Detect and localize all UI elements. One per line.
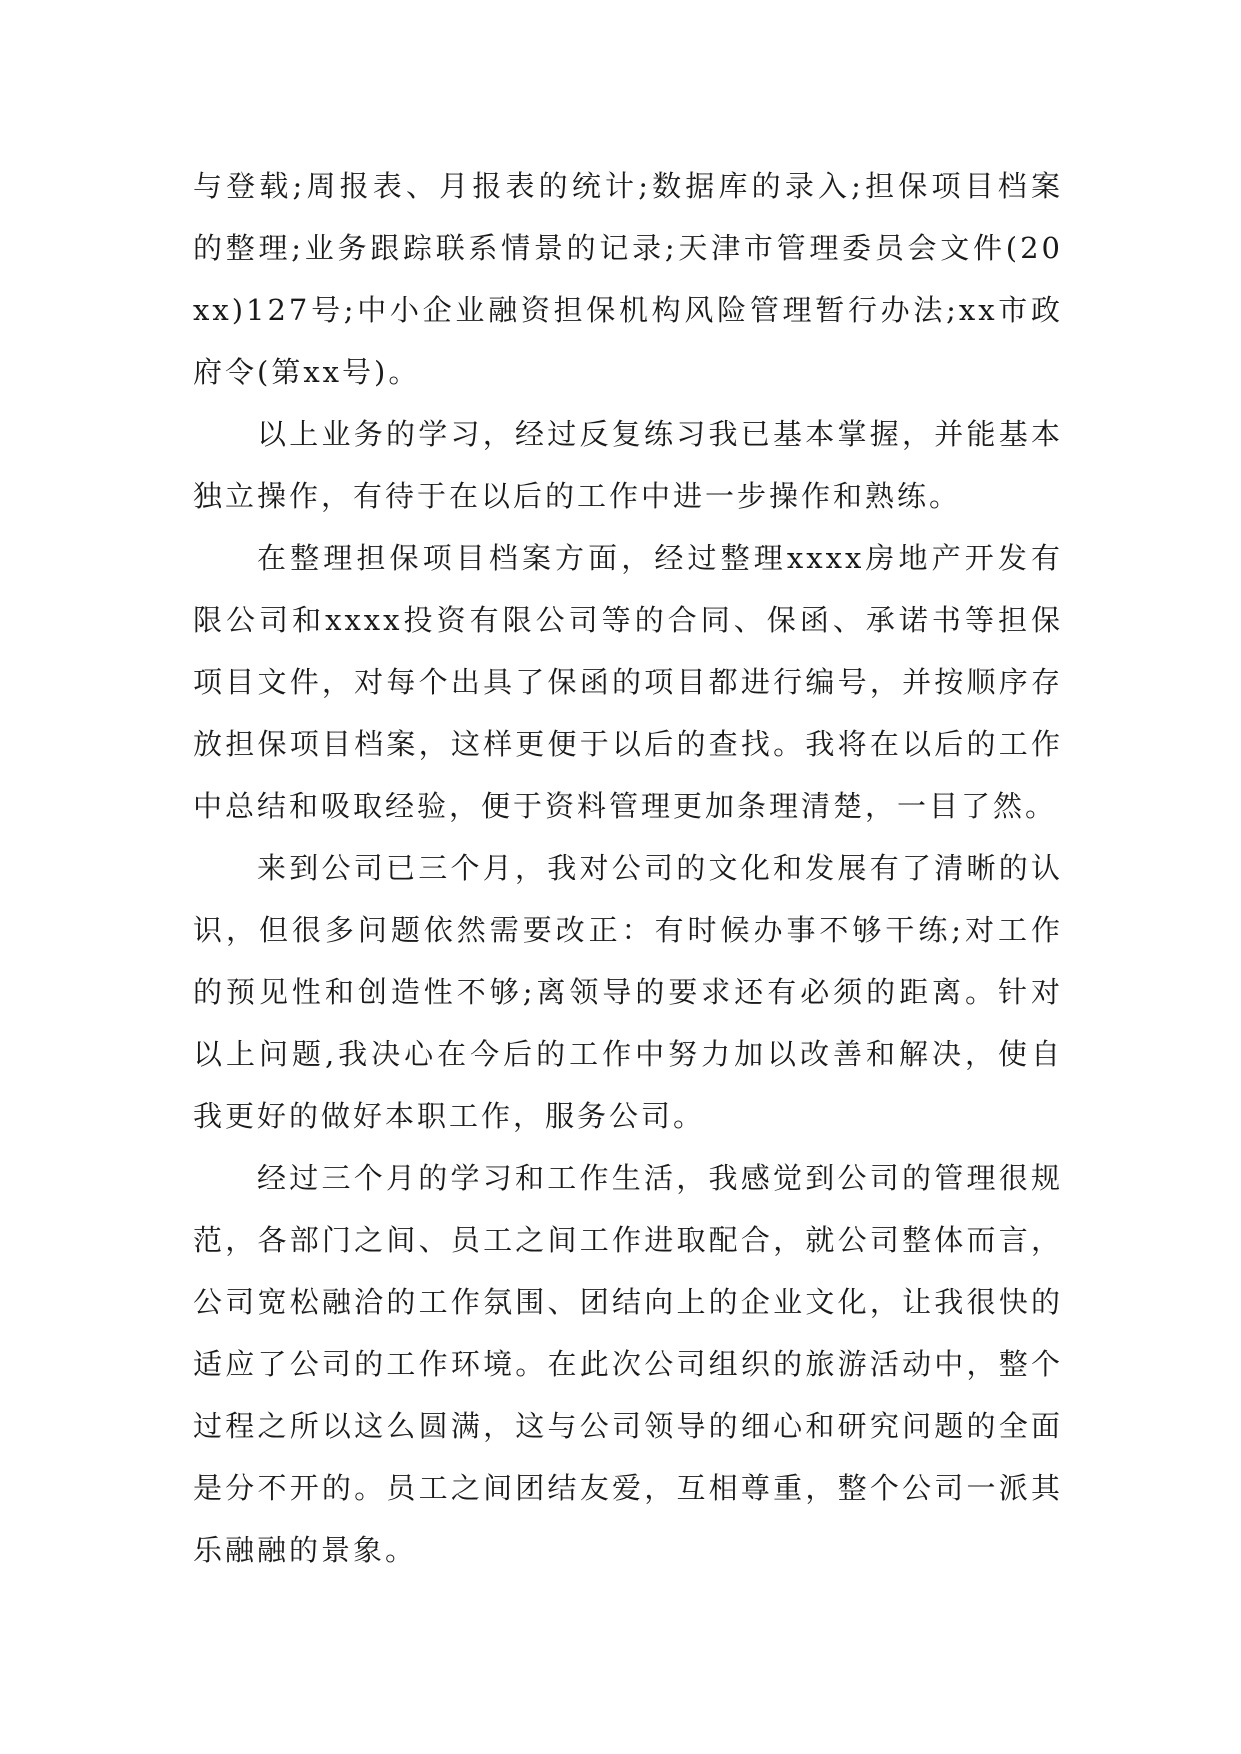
paragraph-4: 来到公司已三个月，我对公司的文化和发展有了清晰的认识，但很多问题依然需要改正：有时候办事不够干练;对工作的预见性和创造性不够;离领导的要求还有必须的距离。针对以上问题,我决心在今后的工作中努力加以改善和解决，使自我更好的做好本职工作，服务公司。 xyxy=(193,851,1063,1133)
paragraph-5: 经过三个月的学习和工作生活，我感觉到公司的管理很规范，各部门之间、员工之间工作进取配合，就公司整体而言，公司宽松融洽的工作氛围、团结向上的企业文化，让我很快的适应了公司的工作环境。在此次公司组织的旅游活动中，整个过程之所以这么圆满，这与公司领导的细心和研究问题的全面是分不开的。员工之间团结友爱，互相尊重，整个公司一派其乐融融的景象。 xyxy=(193,1161,1063,1567)
paragraph-1: 与登载;周报表、月报表的统计;数据库的录入;担保项目档案的整理;业务跟踪联系情景的记录;天津市管理委员会文件(20xx)127号;中小企业融资担保机构风险管理暂行办法;xx市政府令(第xx号)。 xyxy=(193,169,1063,389)
paragraph-2: 以上业务的学习，经过反复练习我已基本掌握，并能基本独立操作，有待于在以后的工作中进一步操作和熟练。 xyxy=(193,417,1063,513)
document-body xyxy=(193,155,1063,1581)
paragraph-3: 在整理担保项目档案方面，经过整理xxxx房地产开发有限公司和xxxx投资有限公司等的合同、保函、承诺书等担保项目文件，对每个出具了保函的项目都进行编号，并按顺序存放担保项目档案，这样更便于以后的查找。我将在以后的工作中总结和吸取经验，便于资料管理更加条理清楚，一目了然。 xyxy=(193,541,1063,823)
